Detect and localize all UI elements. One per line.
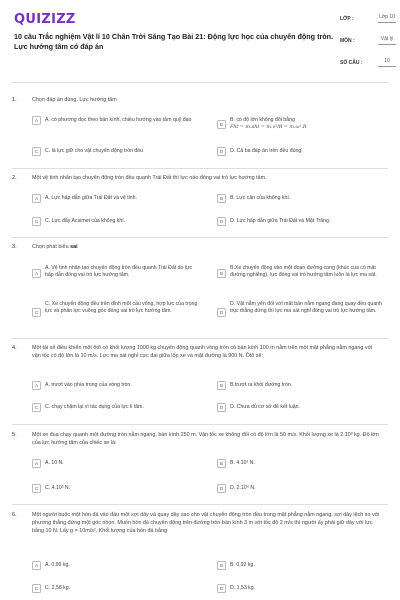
option-letter-badge: A	[32, 116, 41, 125]
question-number: 5.	[12, 432, 17, 438]
option-letter-badge: B	[217, 381, 226, 390]
lop-label: LỚP :	[340, 16, 354, 22]
meta-lop	[340, 14, 400, 32]
question-emphasis: sai	[70, 244, 78, 250]
option-text: A. trượt vào phía trong của vòng tròn.	[45, 382, 132, 388]
option-letter-badge: B	[217, 120, 226, 129]
option-letter-badge: D	[217, 217, 226, 226]
question-number: 2.	[12, 175, 17, 181]
option-text: A. 0,99 kg.	[45, 562, 70, 568]
mon-value: Vật lý	[378, 36, 396, 45]
option-d[interactable]	[217, 484, 387, 496]
option-d[interactable]	[217, 403, 387, 415]
option-letter-badge: D	[217, 584, 226, 593]
option-letter-badge: D	[217, 484, 226, 493]
lop-value: Lớp 10	[378, 14, 396, 23]
header-divider	[12, 82, 388, 83]
option-text: B. 4.10² N.	[230, 460, 255, 466]
option-letter-badge: D	[217, 147, 226, 156]
option-letter-badge: C	[32, 584, 41, 593]
option-text: C. 4.10³ N.	[45, 485, 71, 491]
question-number: 3.	[12, 244, 17, 250]
option-text: B. Lực cản của không khí.	[230, 195, 291, 201]
meta-socau	[340, 58, 400, 76]
question-text: Một người buộc một hòn đá vào đầu một sợi dây và quay dây sao cho vật chuyển động tròn đều trong mặt phẳng nằm ngang, sợi dây lệch so với phương thẳng đứng một góc nhọn. Muốn hòn đá chuyển động trên đường tròn bán kính 3 m với tốc độ 2 m/s thì người ấy phải giữ dây với lực bằng 10 N. Lấy g = 10m/s². Khối lượng của hòn đá bằng	[32, 512, 380, 534]
option-text: D. 1,53 kg.	[230, 585, 256, 591]
question-divider	[12, 338, 388, 339]
option-text: C. Xe chuyển động đều trên đỉnh một cầu võng, hợp lực của trọng lực và phản lực vuông góc đóng vai trò lực hướng tâm.	[45, 301, 198, 315]
option-letter-badge: C	[32, 217, 41, 226]
meta-mon	[340, 36, 400, 54]
option-d[interactable]	[217, 217, 387, 229]
question-5	[12, 432, 388, 502]
option-b[interactable]	[217, 194, 387, 206]
option-text: C. Lực đẩy Acsimet của không khí.	[45, 218, 126, 224]
option-a[interactable]	[32, 561, 207, 573]
option-letter-badge: B	[217, 194, 226, 203]
question-text: Một xe đua chạy quanh một đường tròn nằm ngang, bán kính 250 m. Vận tốc xe không đổi có độ lớn là 50 m/s. Khối lượng xe là 2.10³ kg. Độ lớn của lực hướng tâm của chiếc xe là:	[32, 432, 379, 446]
option-letter-badge: B	[217, 561, 226, 570]
option-b[interactable]	[217, 459, 387, 471]
question-number: 6.	[12, 512, 17, 518]
socau-label: SỐ CÂU :	[340, 60, 363, 66]
option-letter-badge: C	[32, 403, 41, 412]
question-number: 4.	[12, 345, 17, 351]
option-text: C. 2,58 kg.	[45, 585, 71, 591]
option-a[interactable]	[32, 264, 212, 294]
question-text: Chọn đáp án đúng. Lực hướng tâm	[32, 97, 117, 103]
option-letter-badge: C	[32, 147, 41, 156]
question-number: 1.	[12, 97, 17, 103]
option-letter-badge: C	[32, 308, 41, 317]
option-d[interactable]	[217, 300, 387, 330]
option-a[interactable]	[32, 194, 207, 206]
option-b[interactable]	[217, 561, 387, 573]
question-divider	[12, 168, 388, 169]
worksheet-header	[12, 10, 395, 74]
question-text	[32, 244, 380, 252]
option-text: C. là lực giữ cho vật chuyển động tròn đều	[45, 148, 144, 154]
question-1	[12, 97, 388, 165]
question-divider	[12, 504, 388, 505]
option-c[interactable]	[32, 403, 207, 415]
meta-panel	[340, 14, 400, 76]
question-text: Một tài xế điều khiển một ôtô có khối lượng 1000 kg chuyển động quanh vòng tròn có bán kính 100 m nằm trên một mặt phẳng nằm ngang với vận tốc có độ lớn là 10 m/s. Lực ma sát nghỉ cực đại giữa lốp xe và mặt đường là 900 N. Ôtô sẽ:	[32, 345, 373, 359]
option-letter-badge: D	[217, 308, 226, 317]
option-text: B. có độ lớn không đổi bằng	[230, 117, 295, 123]
option-c[interactable]	[32, 584, 207, 596]
question-6	[12, 512, 388, 598]
option-letter-badge: C	[32, 484, 41, 493]
option-letter-badge: D	[217, 403, 226, 412]
quizizz-logo: QUIZIZZ	[14, 12, 76, 27]
option-c[interactable]	[32, 217, 207, 229]
option-d[interactable]	[217, 147, 387, 159]
option-letter-badge: A	[32, 269, 41, 278]
socau-value: 10	[378, 58, 396, 67]
option-c[interactable]	[32, 484, 207, 496]
worksheet-title: 10 câu Trắc nghiệm Vật lí 10 Chân Trời Sáng Tạo Bài 21: Động lực học của chuyển động tròn. Lực hướng tâm có đáp án	[14, 32, 334, 51]
option-letter-badge: A	[32, 381, 41, 390]
option-text: A. 10 N.	[45, 460, 64, 466]
option-text: A. có phương dọc theo bán kính, chiều hướng vào tâm quỹ đạo	[45, 117, 192, 123]
option-c[interactable]	[32, 300, 212, 330]
formula-text: Fht = m.aht = m.v²/R = m.ω².R	[230, 125, 307, 130]
option-letter-badge: A	[32, 194, 41, 203]
option-text: D. Chưa đủ cơ sở để kết luận.	[230, 404, 300, 410]
option-letter-badge: A	[32, 459, 41, 468]
option-b[interactable]	[217, 264, 387, 294]
option-text: D. Cả ba đáp án trên đều đúng.	[230, 148, 303, 154]
option-text: A. Lực hấp dẫn giữa Trái Đất và vệ tinh.	[45, 195, 138, 201]
option-d[interactable]	[217, 584, 387, 596]
question-4	[12, 345, 388, 423]
option-a[interactable]	[32, 459, 207, 471]
option-text: A. Vệ tinh nhân tạo chuyển động tròn đều quanh Trái Đất do lực hấp dẫn đóng vai trò lực hướng tâm.	[45, 265, 193, 279]
question-3	[12, 244, 388, 336]
option-a[interactable]	[32, 381, 207, 393]
question-divider	[12, 424, 388, 425]
question-2	[12, 175, 388, 235]
option-text: B. 0,92 kg.	[230, 562, 255, 568]
option-text: D. Lực hấp dẫn giữa Trái Đất và Mặt Trăng.	[230, 218, 331, 224]
question-divider	[12, 237, 388, 238]
option-text: C. chạy chậm lại vì tác dụng của lực li tâm.	[45, 404, 144, 410]
option-letter-badge: B	[217, 269, 226, 278]
option-letter-badge: A	[32, 561, 41, 570]
option-b[interactable]	[217, 116, 387, 138]
option-letter-badge: B	[217, 459, 226, 468]
option-a[interactable]	[32, 116, 207, 138]
option-text: D. Vật nằm yên đối với mặt bàn nằm ngang đang quay đều quanh trục thẳng đứng thì lực ma sát nghỉ đóng vai trò lực hướng tâm.	[230, 301, 382, 315]
question-text-prefix: Chọn phát biểu	[32, 244, 71, 250]
option-text: B.Xe chuyển động vào một đoạn đường cong (khúc cua có mặt đường nghiêng), lực đóng vai trò hướng tâm luôn là lực ma sát.	[230, 265, 377, 279]
question-text: Một vệ tinh nhân tạo chuyển động tròn đều quanh Trái Đất thì lực nào đóng vai trò lực hướng tâm.	[32, 175, 267, 181]
option-b[interactable]	[217, 381, 387, 393]
option-text: B.trượt ra khỏi đường tròn.	[230, 382, 293, 388]
option-c[interactable]	[32, 147, 207, 159]
option-text: D. 2.10⁴ N.	[230, 485, 256, 491]
mon-label: MÔN :	[340, 38, 355, 44]
